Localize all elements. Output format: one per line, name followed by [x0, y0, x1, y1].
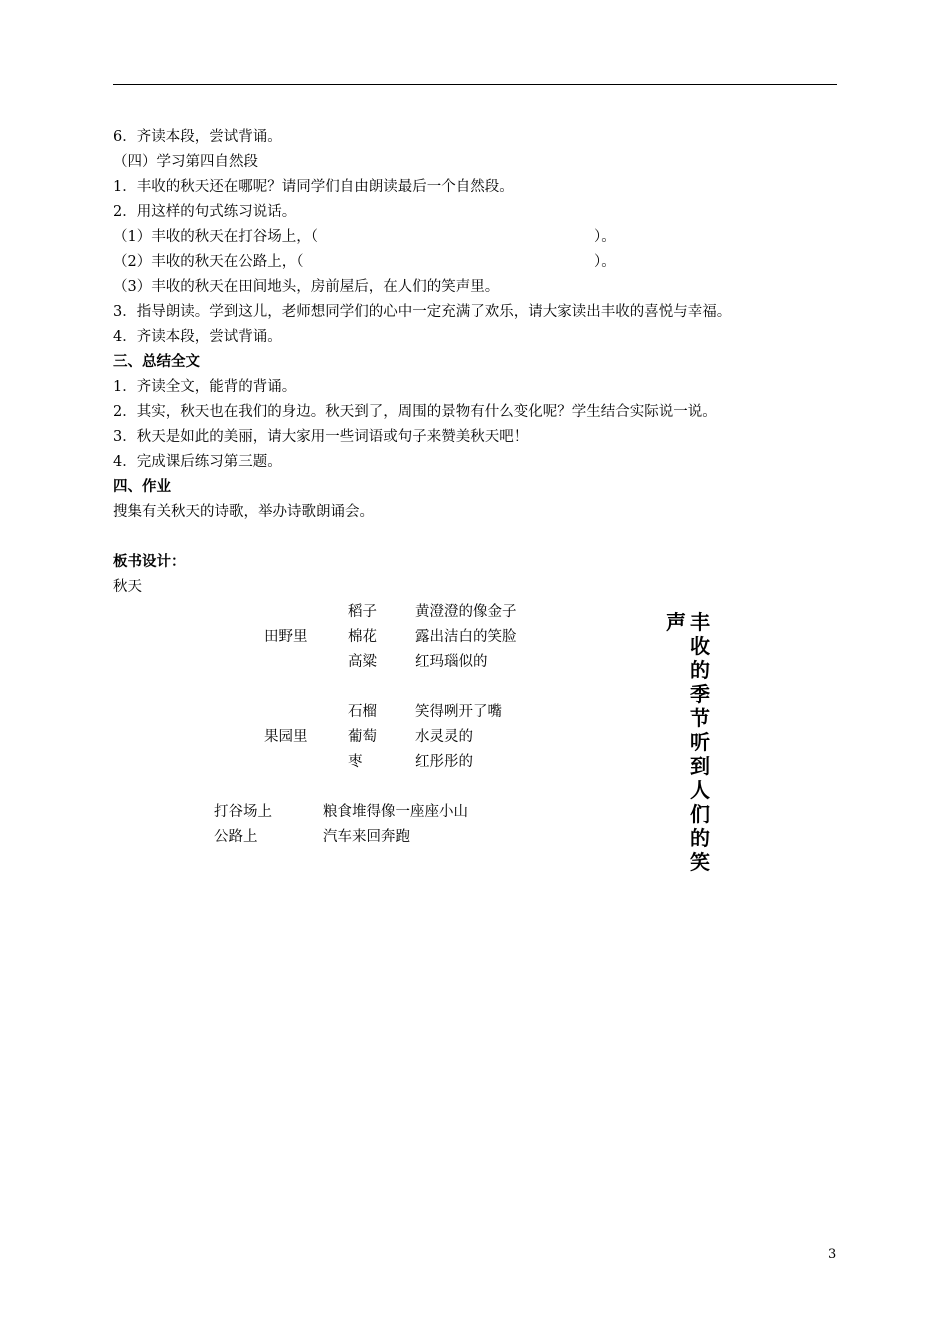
crop-name: 稻子	[348, 604, 377, 620]
section-heading: 三、总结全文	[113, 354, 200, 370]
text-line: 1．齐读全文，能背的背诵。	[113, 379, 297, 395]
text-line: 2．用这样的句式练习说话。	[113, 204, 297, 220]
threshing-label: 打谷场上	[214, 804, 272, 820]
text-line: 3．指导朗读。学到这儿，老师想同学们的心中一定充满了欢乐，请大家读出丰收的喜悦与幸福。	[113, 304, 732, 320]
fruit-desc: 笑得咧开了嘴	[415, 704, 502, 720]
crop-desc: 黄澄澄的像金子	[415, 604, 517, 620]
orchard-label: 果园里	[264, 729, 308, 745]
exercise-line: （1）丰收的秋天在打谷场上，（	[113, 229, 318, 245]
vertical-slogan-column: 丰 收 的 季 节 听 到 人 们 的 笑	[690, 610, 710, 874]
text-line: 4．齐读本段，尝试背诵。	[113, 329, 282, 345]
road-label: 公路上	[214, 829, 258, 845]
threshing-desc: 粮食堆得像一座座小山	[323, 804, 468, 820]
text-line: 3．秋天是如此的美丽，请大家用一些词语或句子来赞美秋天吧！	[113, 429, 529, 445]
page-number: 3	[828, 1247, 837, 1262]
fruit-desc: 红彤彤的	[415, 754, 473, 770]
text-line: 1．丰收的秋天还在哪呢？请同学们自由朗读最后一个自然段。	[113, 179, 514, 195]
section-heading: 四、作业	[113, 479, 171, 495]
board-title: 秋天	[113, 579, 142, 595]
text-line: 6．齐读本段，尝试背诵。	[113, 129, 282, 145]
crop-desc: 露出洁白的笑脸	[415, 629, 517, 645]
fruit-name: 葡萄	[348, 729, 377, 745]
crop-desc: 红玛瑙似的	[415, 654, 488, 670]
blank-close: ）。	[594, 254, 616, 270]
blank-close: ）。	[594, 229, 616, 245]
subsection-heading: （四）学习第四自然段	[113, 154, 258, 170]
text-line: 搜集有关秋天的诗歌，举办诗歌朗诵会。	[113, 504, 374, 520]
exercise-line: （2）丰收的秋天在公路上，（	[113, 254, 304, 270]
road-desc: 汽车来回奔跑	[323, 829, 410, 845]
fruit-desc: 水灵灵的	[415, 729, 473, 745]
crop-name: 高粱	[348, 654, 377, 670]
vertical-slogan-column: 声	[666, 610, 686, 634]
fruit-name: 石榴	[348, 704, 377, 720]
field-label: 田野里	[264, 629, 308, 645]
vertical-slogan	[664, 610, 712, 874]
text-line: 2．其实，秋天也在我们的身边。秋天到了，周围的景物有什么变化呢？学生结合实际说一说。	[113, 404, 717, 420]
fruit-name: 枣	[348, 754, 363, 770]
text-line: 4．完成课后练习第三题。	[113, 454, 282, 470]
crop-name: 棉花	[348, 629, 377, 645]
board-heading: 板书设计：	[113, 554, 186, 570]
header-rule	[113, 84, 837, 85]
exercise-line: （3）丰收的秋天在田间地头，房前屋后，在人们的笑声里。	[113, 279, 500, 295]
